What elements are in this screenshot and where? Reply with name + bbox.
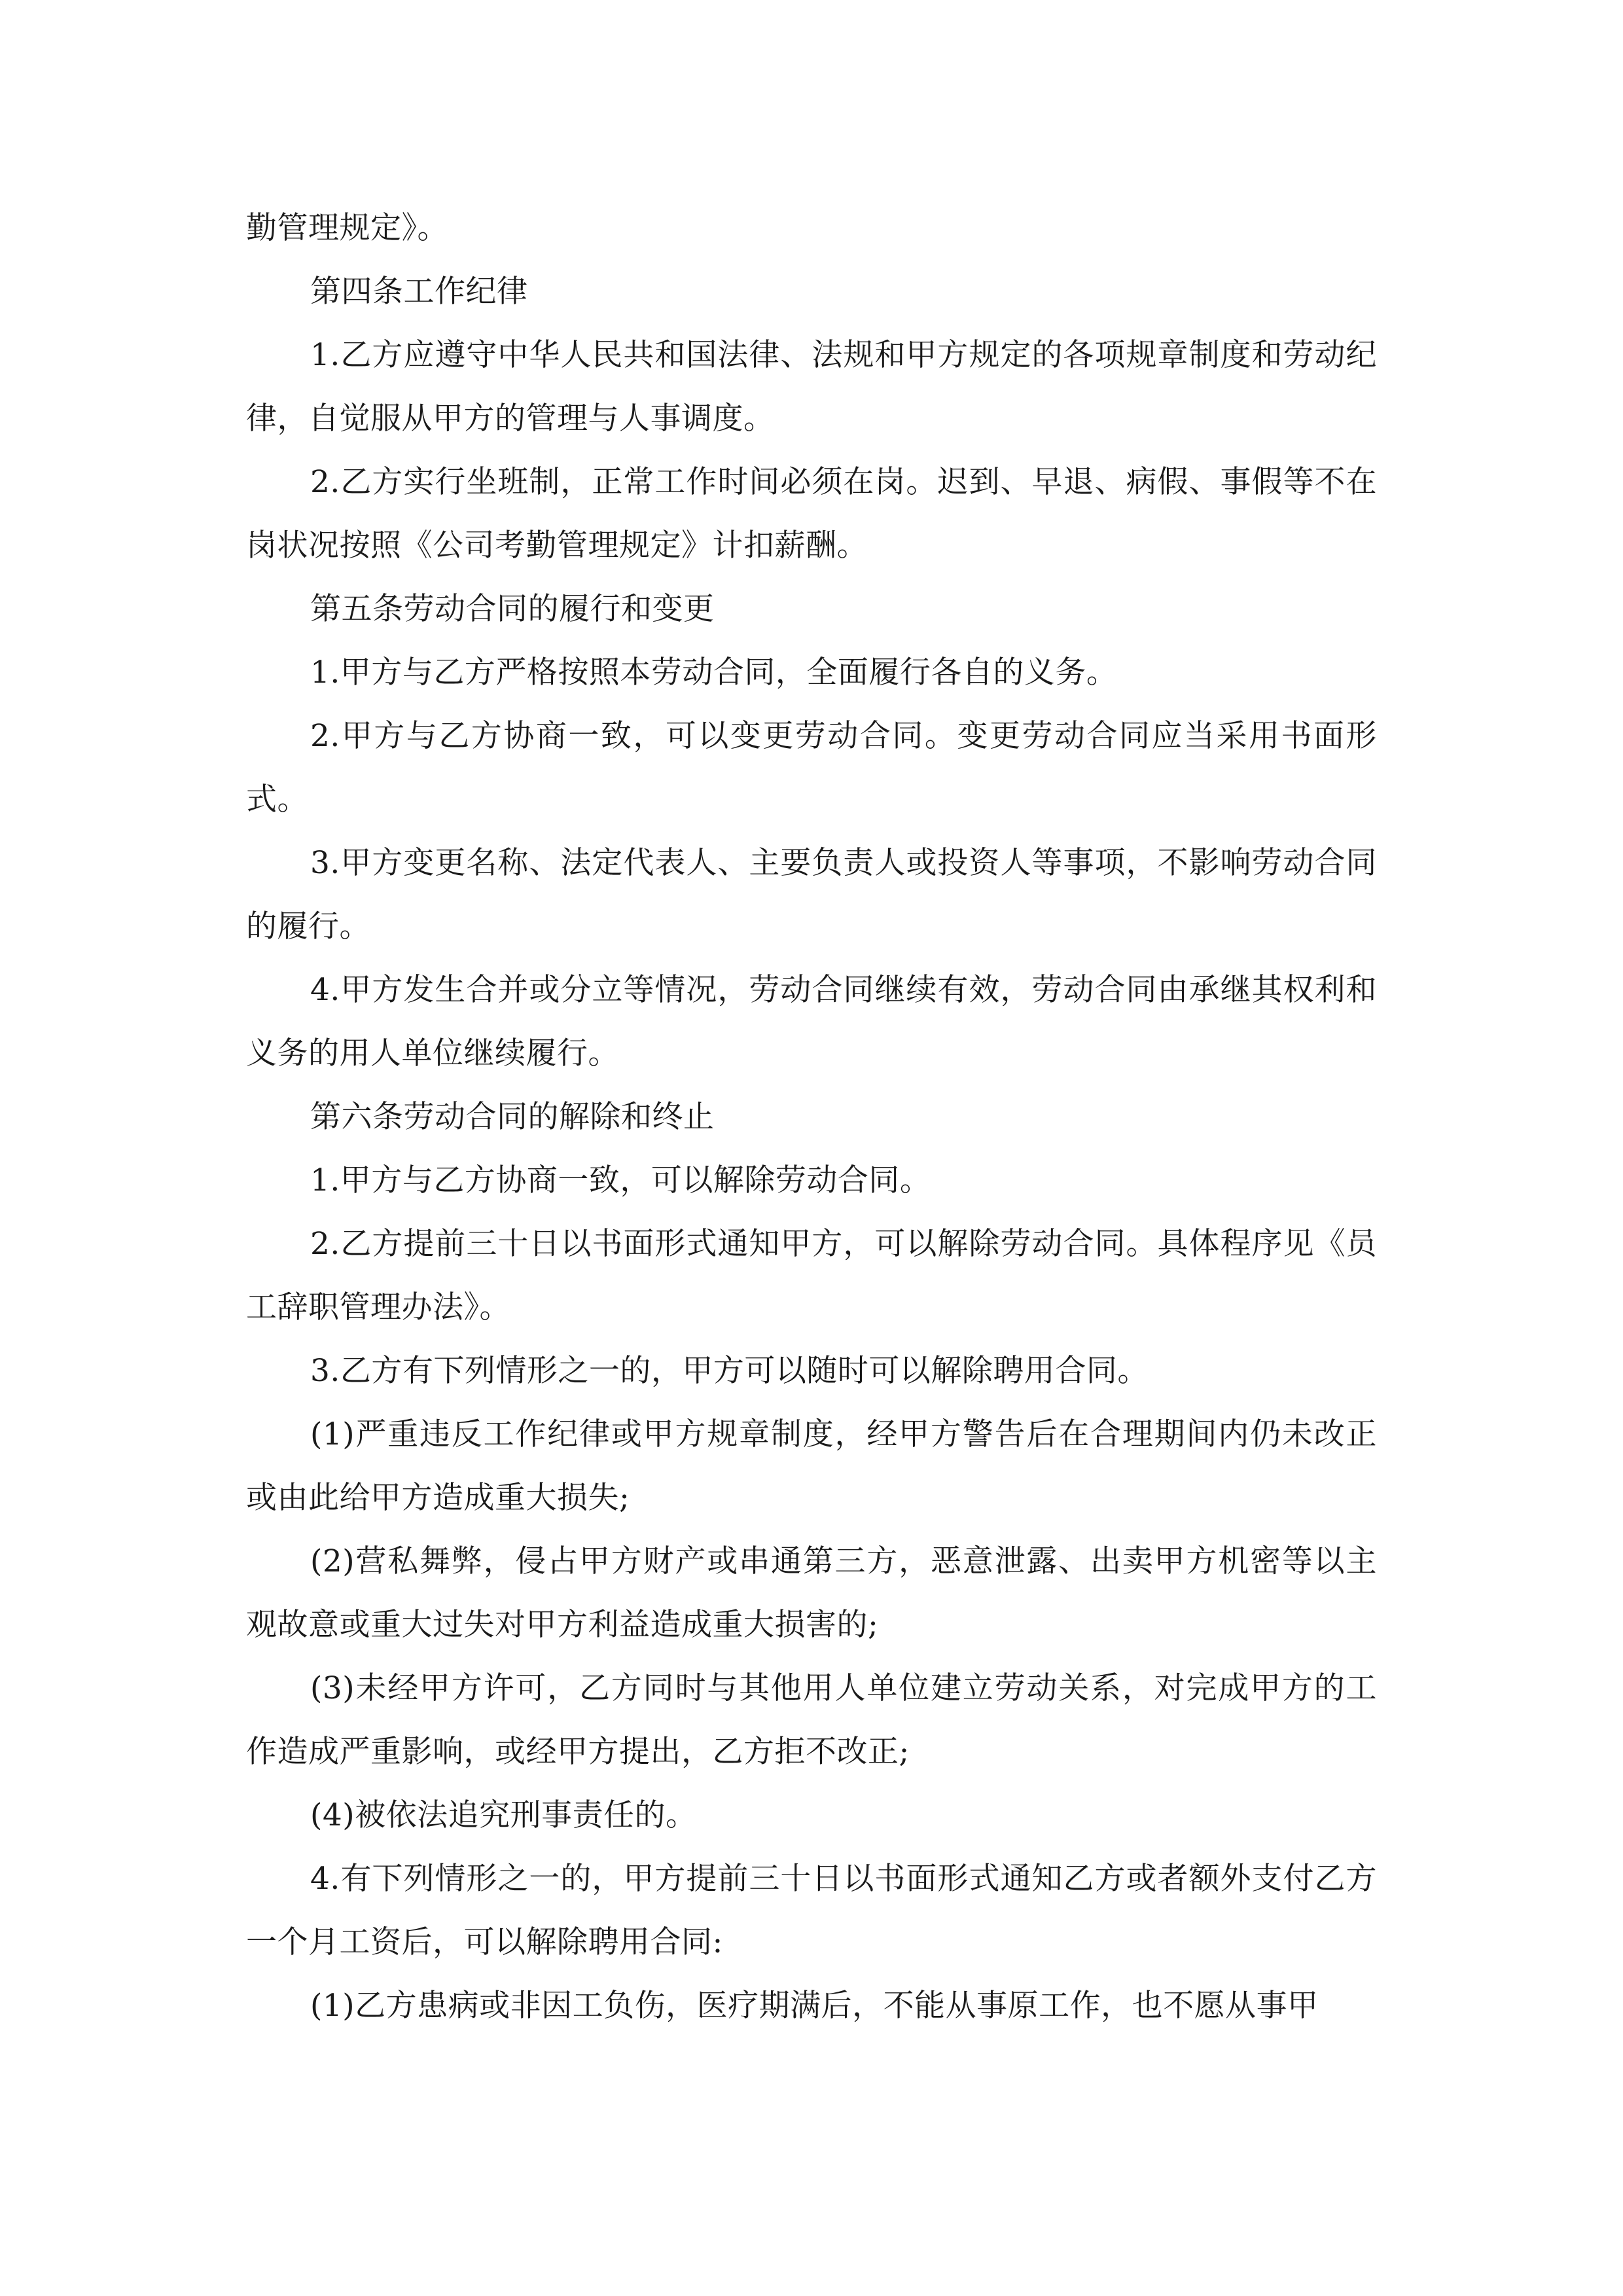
paragraph: 1.乙方应遵守中华人民共和国法律、法规和甲方规定的各项规章制度和劳动纪律，自觉服从甲方的管理与人事调度。 [246,337,1377,437]
paragraph: 3.甲方变更名称、法定代表人、主要负责人或投资人等事项，不影响劳动合同的履行。 [246,845,1377,944]
document-body [246,196,1377,2037]
paragraph: 3.乙方有下列情形之一的，甲方可以随时可以解除聘用合同。 [310,1353,1149,1389]
list-item: (1)严重违反工作纪律或甲方规章制度，经甲方警告后在合理期间内仍未改正或由此给甲方造成重大损失; [246,1416,1377,1516]
section-heading-6: 第六条劳动合同的解除和终止 [310,1099,715,1135]
paragraph: 4.甲方发生合并或分立等情况，劳动合同继续有效，劳动合同由承继其权利和义务的用人单位继续履行。 [246,972,1377,1071]
paragraph: 4.有下列情形之一的，甲方提前三十日以书面形式通知乙方或者额外支付乙方一个月工资后，可以解除聘用合同: [246,1861,1377,1960]
paragraph: 2.甲方与乙方协商一致，可以变更劳动合同。变更劳动合同应当采用书面形式。 [246,718,1377,817]
list-item: (2)营私舞弊，侵占甲方财产或串通第三方，恶意泄露、出卖甲方机密等以主观故意或重大过失对甲方利益造成重大损害的; [246,1543,1377,1643]
list-item: (4)被依法追究刑事责任的。 [310,1797,697,1833]
paragraph: 1.甲方与乙方协商一致，可以解除劳动合同。 [310,1162,931,1198]
paragraph: 2.乙方提前三十日以书面形式通知甲方，可以解除劳动合同。具体程序见《员工辞职管理办法》。 [246,1226,1377,1325]
section-heading-4: 第四条工作纪律 [310,274,528,310]
paragraph: 2.乙方实行坐班制，正常工作时间必须在岗。迟到、早退、病假、事假等不在岗状况按照《公司考勤管理规定》计扣薪酬。 [246,464,1377,564]
list-item: (1)乙方患病或非因工负伤，医疗期满后，不能从事原工作，也不愿从事甲 [310,1988,1319,2024]
list-item: (3)未经甲方许可，乙方同时与其他用人单位建立劳动关系，对完成甲方的工作造成严重影响，或经甲方提出，乙方拒不改正; [246,1670,1377,1770]
paragraph: 1.甲方与乙方严格按照本劳动合同，全面履行各自的义务。 [310,655,1118,691]
section-heading-5: 第五条劳动合同的履行和变更 [310,591,715,627]
paragraph-continuation: 勤管理规定》。 [246,210,448,246]
